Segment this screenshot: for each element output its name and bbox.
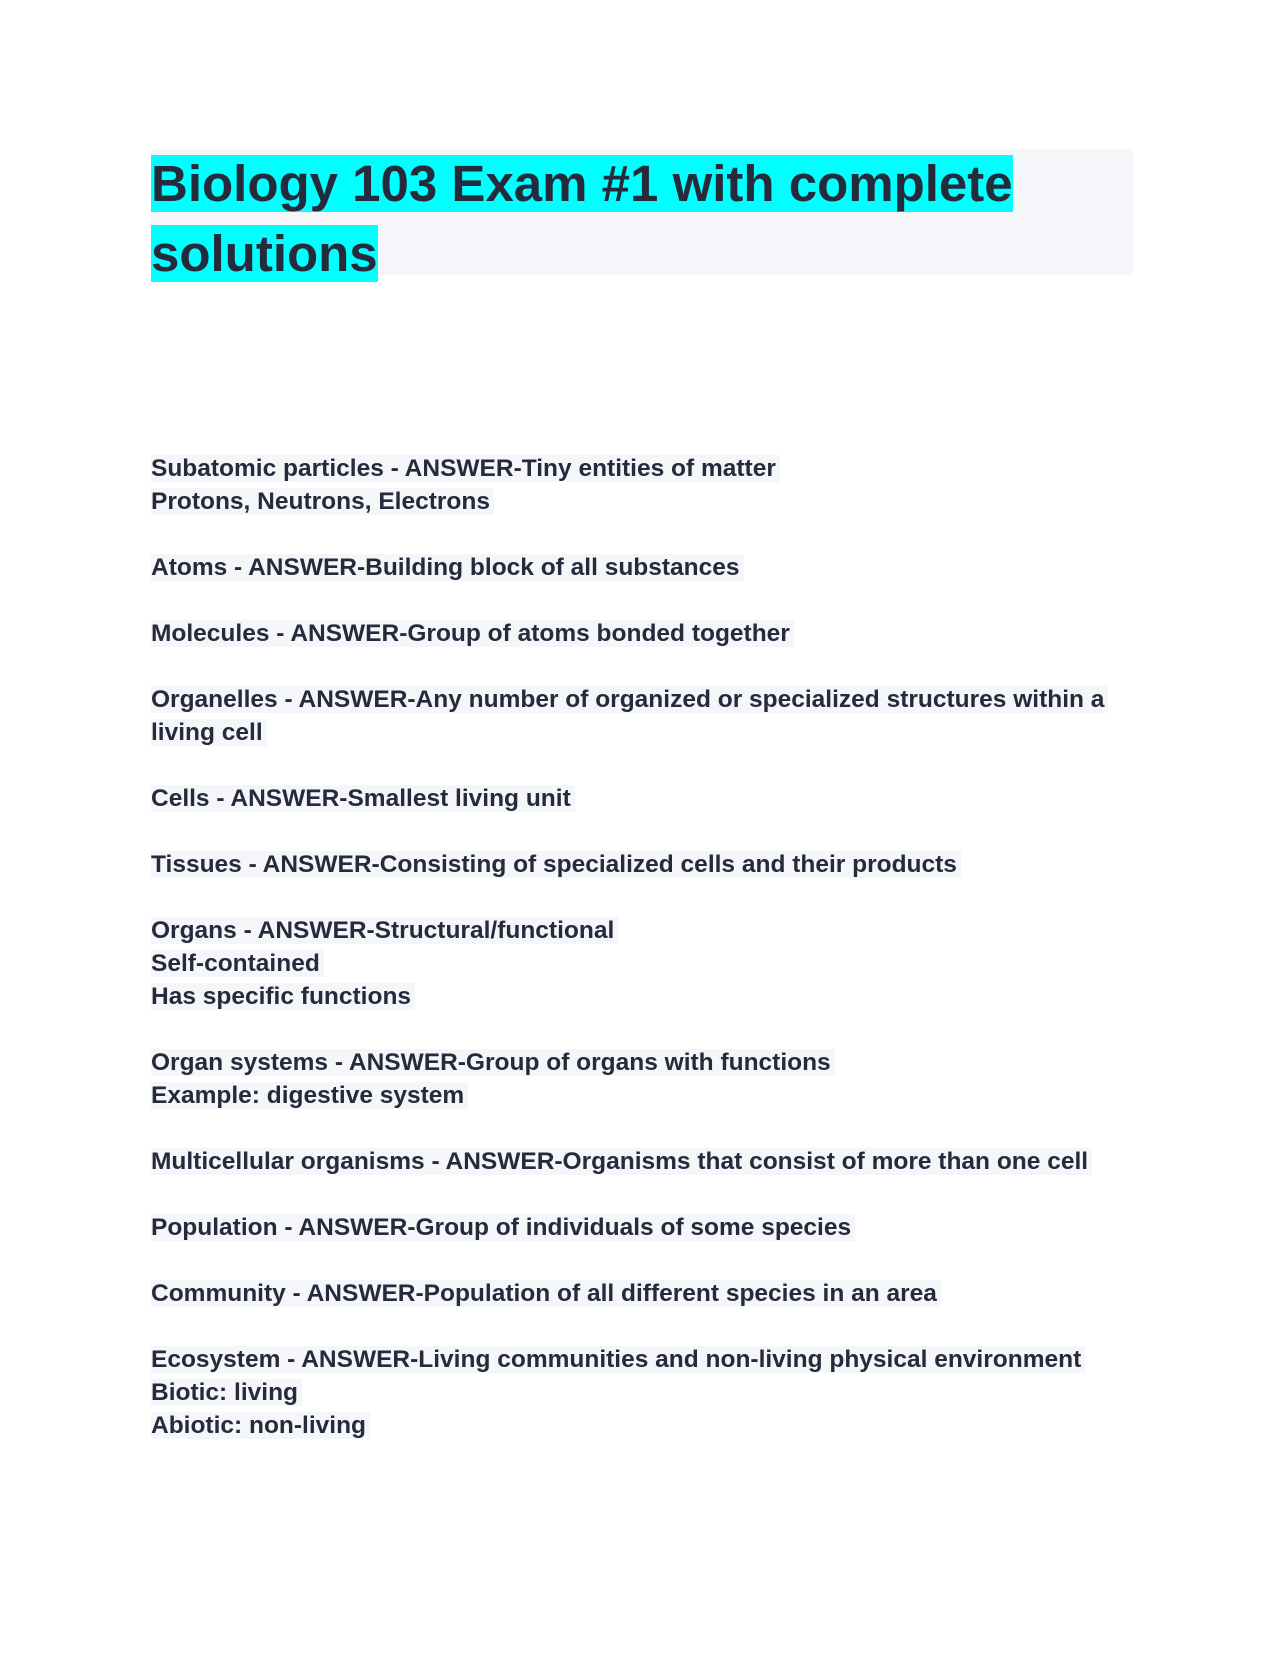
qa-line: Subatomic particles - ANSWER-Tiny entities of matter xyxy=(151,455,780,482)
qa-item xyxy=(151,683,1141,749)
qa-item xyxy=(151,1343,1141,1442)
qa-line: Organ systems - ANSWER-Group of organs with functions xyxy=(151,1049,835,1076)
qa-line: Molecules - ANSWER-Group of atoms bonded together xyxy=(151,620,794,647)
qa-line: Self-contained xyxy=(151,950,324,977)
qa-line: Atoms - ANSWER-Building block of all substances xyxy=(151,554,744,581)
document-title xyxy=(151,149,1133,289)
title-block xyxy=(151,149,1133,282)
qa-list xyxy=(151,452,1141,1475)
qa-line: Biotic: living xyxy=(151,1379,302,1406)
qa-line: Organs - ANSWER-Structural/functional xyxy=(151,917,618,944)
qa-item xyxy=(151,782,1141,815)
qa-line: Tissues - ANSWER-Consisting of specialized cells and their products xyxy=(151,851,961,878)
qa-item xyxy=(151,914,1141,1013)
qa-item xyxy=(151,1145,1141,1178)
qa-line: Example: digestive system xyxy=(151,1082,468,1109)
qa-item xyxy=(151,452,1141,518)
qa-item xyxy=(151,551,1141,584)
qa-line: Organelles - ANSWER-Any number of organized or specialized structures within a xyxy=(151,686,1108,713)
qa-item xyxy=(151,1046,1141,1112)
qa-line: Ecosystem - ANSWER-Living communities and non-living physical environment xyxy=(151,1346,1085,1373)
qa-item xyxy=(151,1211,1141,1244)
qa-line: Population - ANSWER-Group of individuals of some species xyxy=(151,1214,855,1241)
qa-item xyxy=(151,1277,1141,1310)
qa-line: living cell xyxy=(151,719,267,746)
qa-line: Has specific functions xyxy=(151,983,415,1010)
qa-item xyxy=(151,617,1141,650)
qa-line: Multicellular organisms - ANSWER-Organisms that consist of more than one cell xyxy=(151,1148,1092,1175)
qa-item xyxy=(151,848,1141,881)
qa-line: Community - ANSWER-Population of all different species in an area xyxy=(151,1280,941,1307)
qa-line: Protons, Neutrons, Electrons xyxy=(151,488,494,515)
qa-line: Cells - ANSWER-Smallest living unit xyxy=(151,785,575,812)
title-highlight: Biology 103 Exam #1 with complete solutions xyxy=(151,155,1013,282)
qa-line: Abiotic: non-living xyxy=(151,1412,370,1439)
